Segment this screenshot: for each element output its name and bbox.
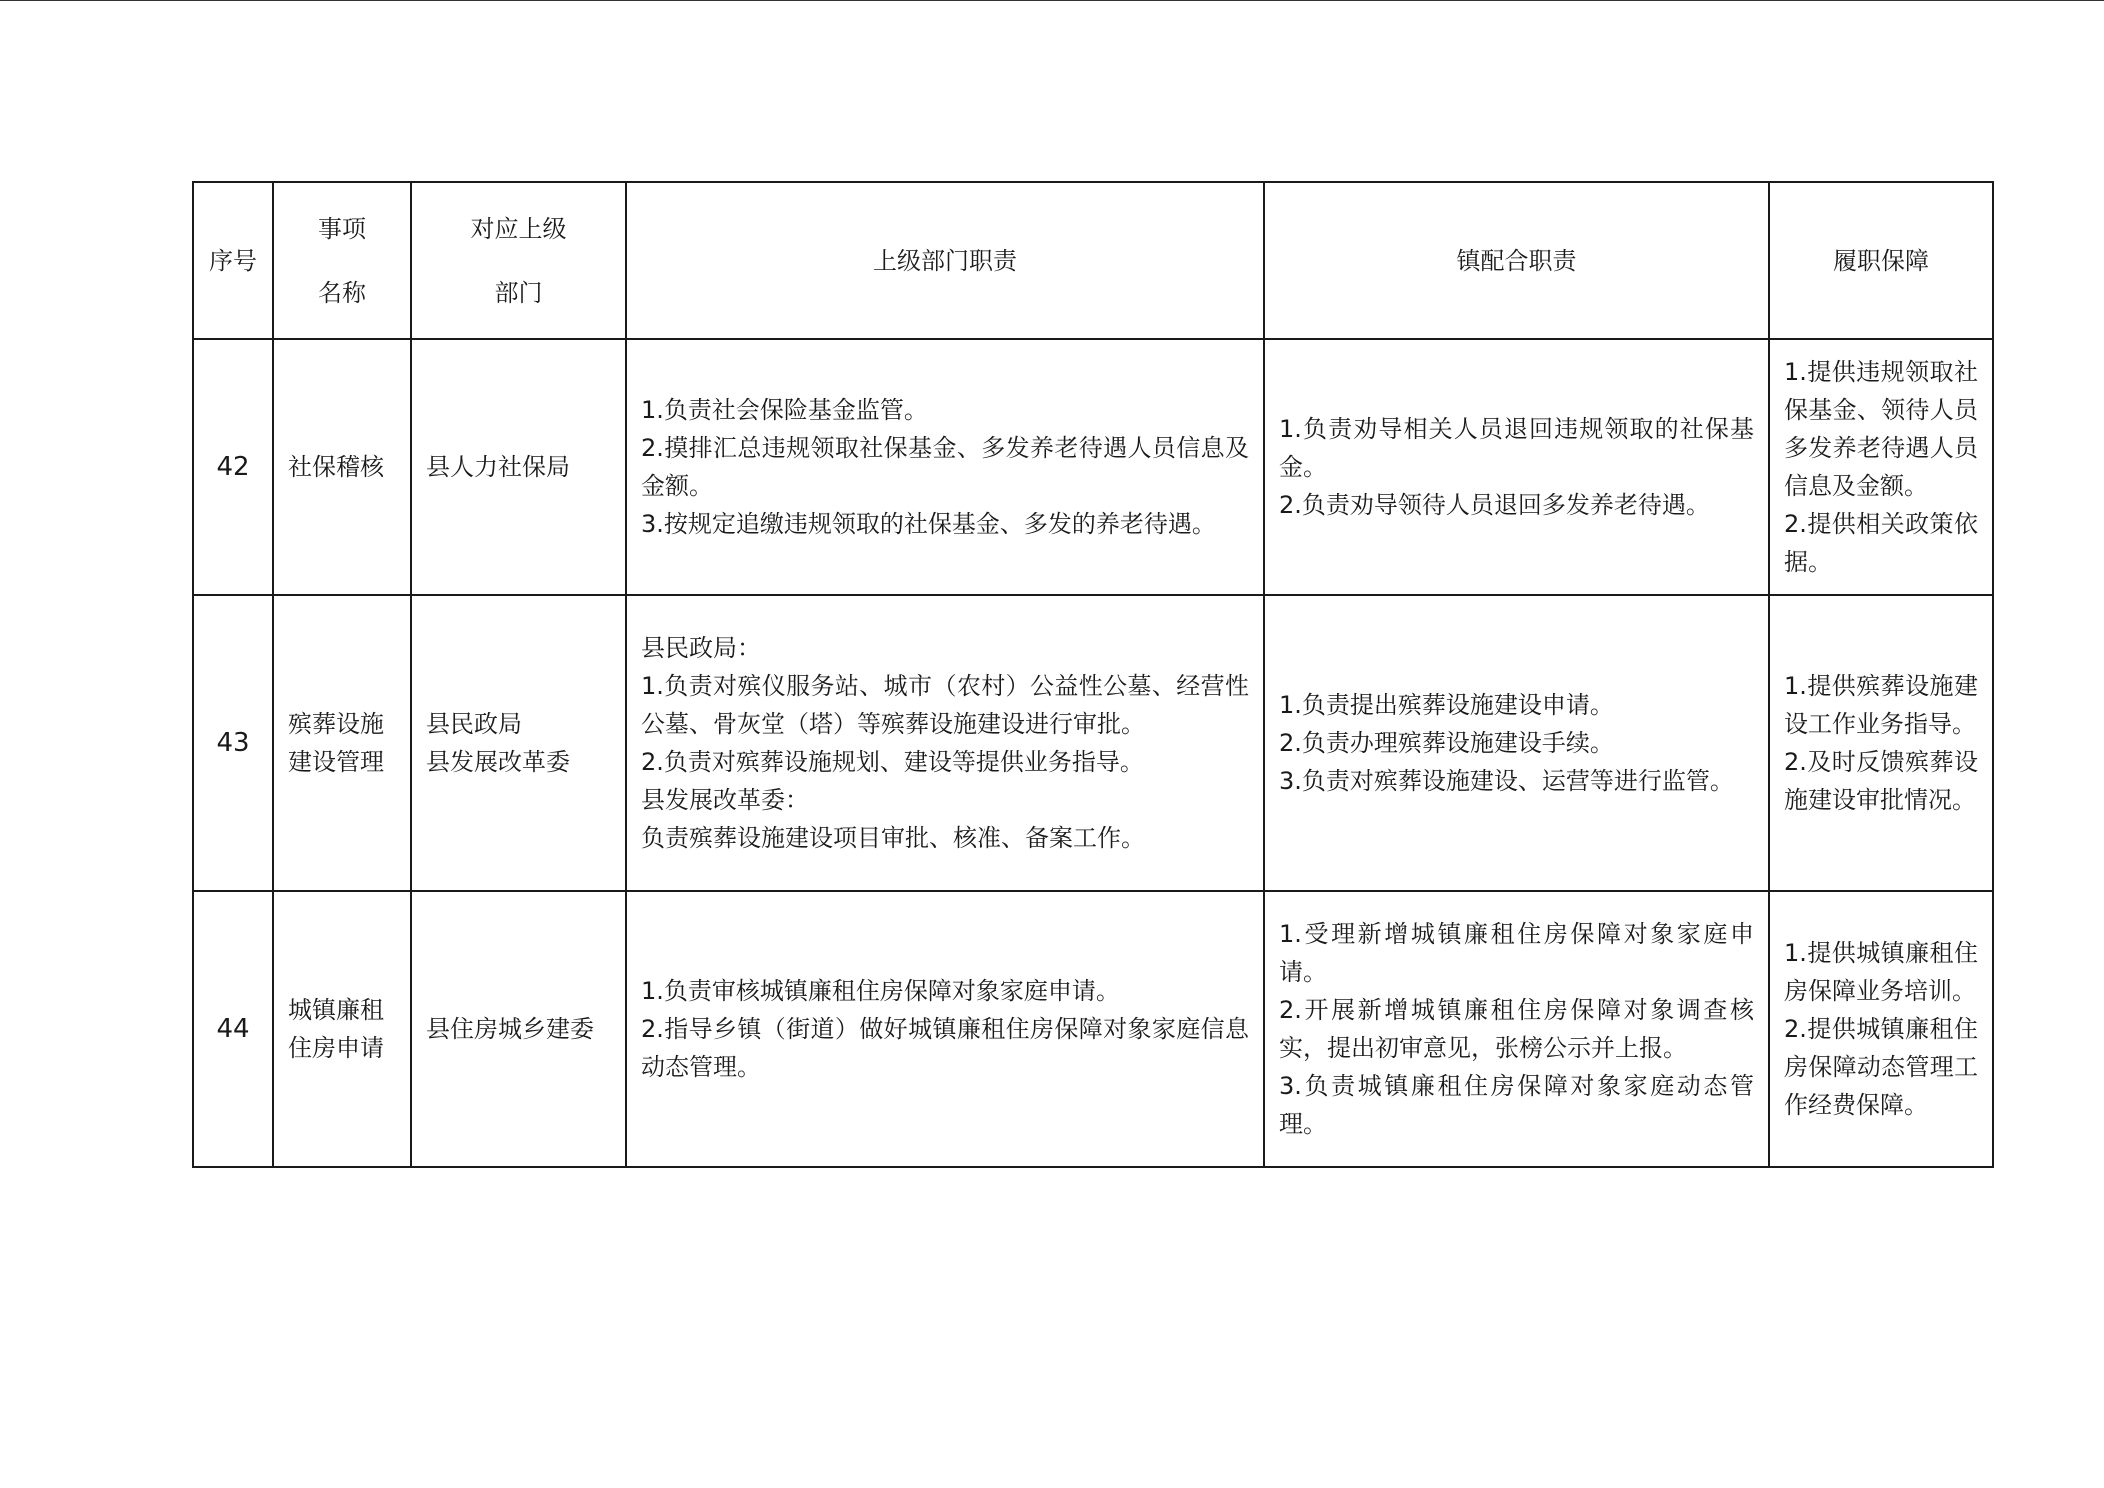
row-seq: 42 bbox=[193, 339, 273, 595]
upper-duty-line: 2.负责对殡葬设施规划、建设等提供业务指导。 bbox=[641, 748, 1144, 776]
dept-line: 县人力社保局 bbox=[426, 453, 570, 481]
guarantee-line: 2.及时反馈殡葬设施建设审批情况。 bbox=[1784, 748, 1978, 814]
table-row bbox=[193, 891, 1993, 1167]
upper-duty-line: 县发展改革委： bbox=[641, 786, 809, 814]
upper-duty-line: 1.负责审核城镇廉租住房保障对象家庭申请。 bbox=[641, 977, 1120, 1005]
header-upper-dept bbox=[411, 182, 626, 339]
row-upper-dept bbox=[411, 339, 626, 595]
item-name-line: 殡葬设施 bbox=[288, 710, 384, 738]
dept-line: 县民政局 bbox=[426, 710, 522, 738]
header-town-duty: 镇配合职责 bbox=[1264, 182, 1769, 339]
row-seq: 43 bbox=[193, 595, 273, 891]
guarantee-line: 1.提供违规领取社保基金、领待人员多发养老待遇人员信息及金额。 bbox=[1784, 358, 1978, 500]
guarantee-line: 1.提供城镇廉租住房保障业务培训。 bbox=[1784, 939, 1978, 1005]
upper-duty-line: 3.按规定追缴违规领取的社保基金、多发的养老待遇。 bbox=[641, 510, 1216, 538]
header-item-line1: 事项 bbox=[318, 214, 366, 243]
header-dept-line2: 部门 bbox=[494, 278, 543, 307]
row-seq: 44 bbox=[193, 891, 273, 1167]
guarantee-line: 1.提供殡葬设施建设工作业务指导。 bbox=[1784, 672, 1978, 738]
table-row bbox=[193, 339, 1993, 595]
header-upper-duty: 上级部门职责 bbox=[626, 182, 1264, 339]
item-name-line: 城镇廉租 bbox=[288, 996, 384, 1024]
guarantee-line: 2.提供城镇廉租住房保障动态管理工作经费保障。 bbox=[1784, 1015, 1978, 1119]
upper-duty-line: 1.负责对殡仪服务站、城市（农村）公益性公墓、经营性公墓、骨灰堂（塔）等殡葬设施建设进行审批。 bbox=[641, 672, 1249, 738]
row-upper-duty bbox=[626, 891, 1264, 1167]
table-row bbox=[193, 595, 1993, 891]
guarantee-line: 2.提供相关政策依据。 bbox=[1784, 510, 1978, 576]
page-top-rule bbox=[0, 0, 2104, 1]
row-guarantee bbox=[1769, 339, 1993, 595]
row-item-name bbox=[273, 339, 411, 595]
town-duty-line: 2.负责办理殡葬设施建设手续。 bbox=[1279, 729, 1614, 757]
upper-duty-line: 2.指导乡镇（街道）做好城镇廉租住房保障对象家庭信息动态管理。 bbox=[641, 1015, 1249, 1081]
upper-duty-line: 1.负责社会保险基金监管。 bbox=[641, 396, 928, 424]
row-guarantee bbox=[1769, 595, 1993, 891]
dept-line: 县住房城乡建委 bbox=[426, 1015, 594, 1043]
town-duty-line: 1.受理新增城镇廉租住房保障对象家庭申请。 bbox=[1279, 920, 1754, 986]
header-seq: 序号 bbox=[193, 182, 273, 339]
town-duty-line: 1.负责劝导相关人员退回违规领取的社保基金。 bbox=[1279, 415, 1754, 481]
header-dept-line1: 对应上级 bbox=[470, 214, 567, 243]
header-guarantee: 履职保障 bbox=[1769, 182, 1993, 339]
header-item-line2: 名称 bbox=[318, 278, 366, 307]
header-row bbox=[193, 182, 1993, 339]
item-name-line: 住房申请 bbox=[288, 1034, 384, 1062]
town-duty-line: 2.负责劝导领待人员退回多发养老待遇。 bbox=[1279, 491, 1710, 519]
town-duty-line: 3.负责对殡葬设施建设、运营等进行监管。 bbox=[1279, 767, 1734, 795]
row-town-duty bbox=[1264, 595, 1769, 891]
row-town-duty bbox=[1264, 891, 1769, 1167]
duty-table bbox=[192, 181, 1994, 1168]
upper-duty-line: 县民政局： bbox=[641, 634, 761, 662]
header-item-name bbox=[273, 182, 411, 339]
row-upper-duty bbox=[626, 339, 1264, 595]
town-duty-line: 2.开展新增城镇廉租住房保障对象调查核实，提出初审意见，张榜公示并上报。 bbox=[1279, 996, 1754, 1062]
dept-line: 县发展改革委 bbox=[426, 748, 570, 776]
town-duty-line: 3.负责城镇廉租住房保障对象家庭动态管理。 bbox=[1279, 1072, 1754, 1138]
row-upper-dept bbox=[411, 891, 626, 1167]
row-guarantee bbox=[1769, 891, 1993, 1167]
town-duty-line: 1.负责提出殡葬设施建设申请。 bbox=[1279, 691, 1614, 719]
row-item-name bbox=[273, 595, 411, 891]
row-item-name bbox=[273, 891, 411, 1167]
row-upper-dept bbox=[411, 595, 626, 891]
upper-duty-line: 2.摸排汇总违规领取社保基金、多发养老待遇人员信息及金额。 bbox=[641, 434, 1249, 500]
row-town-duty bbox=[1264, 339, 1769, 595]
upper-duty-line: 负责殡葬设施建设项目审批、核准、备案工作。 bbox=[641, 824, 1145, 852]
row-upper-duty bbox=[626, 595, 1264, 891]
item-name-line: 社保稽核 bbox=[288, 453, 384, 481]
item-name-line: 建设管理 bbox=[288, 748, 384, 776]
